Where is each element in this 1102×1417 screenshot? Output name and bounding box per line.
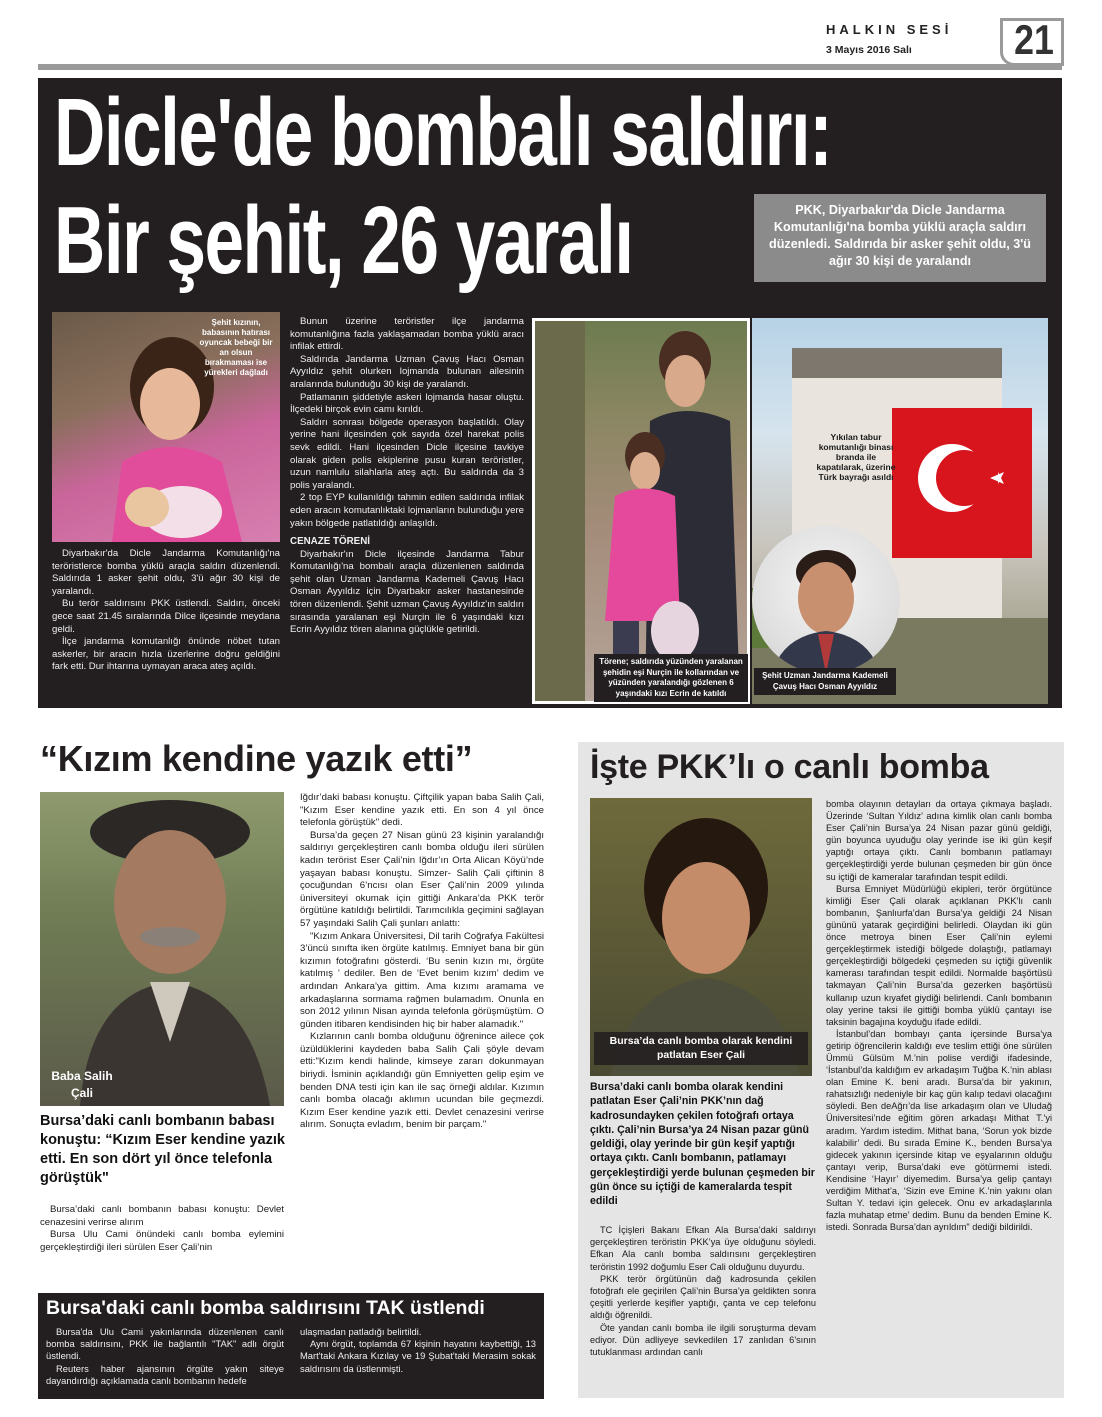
paragraph: Bursa'da Ulu Cami yakınlarında düzenlenen canlı bomba saldırısını, PKK ile bağlantılı "TAK" adlı örgüt üstlendi. <box>46 1326 284 1362</box>
headline-line-2: Bir şehit, 26 yaralı <box>54 187 633 294</box>
paragraph: Öte yandan canlı bomba ile ilgili soruşturma devam ediyor. Dün adliyeye sevkedilen 17 zanlıdan 6’sının tutuklanması ardından canlı <box>590 1322 816 1358</box>
father-photo-illustration <box>40 792 284 1106</box>
story-deck: PKK, Diyarbakır'da Dicle Jandarma Komutanlığı'na bomba yüklü araçla saldırı düzenledi. Saldırıda bir asker şehit oldu, 3'ü ağır 30 kişi de yaralandı <box>754 194 1046 282</box>
headline-line-1: Dicle'de bombalı saldırı: <box>54 79 832 186</box>
tak-claim-title: Bursa'daki canlı bomba saldırısını TAK üstlendi <box>46 1297 485 1319</box>
page-number: 21 <box>1014 16 1054 63</box>
paragraph: Bursa Emniyet Müdürlüğü ekipleri, terör örgütünce kimliği Eser Çali olarak açıklanan PKK’lı canlı bombanın, Şanlıurfa’dan Bursa’ya geldiği 24 Nisan gününü yatarak geçirdiğini belirledi. Olaydan iki gün önce metroya binen Eser Çali’nin eylemi gerçekleştirmek istediği bölgede dolaştığı, patlamayı gerçekleştirdiği bölgedeki çeşmeden su içtiği güvenlik kamerası tarafından tespit edildi. Normalde başörtüsü takmayan Çali’nin Bursa’da gezerken başörtüsü kullanıp uzun kıyafet giydiği belirlendi. Canlı bombanın olay yerine taksi ile gittiği bomba yüklü çantayı ise taksinin bagajına koyduğu ifade edildi. <box>826 883 1052 1027</box>
paragraph: 2 top EYP kullanıldığı tahmin edilen saldırıda infilak eden aracın komutanlıktaki lojmanların bulunduğu yere yakın bölgede patlatıldığı anlaşıldı. <box>290 492 524 529</box>
issue-date: 3 Mayıs 2016 Salı <box>826 44 912 56</box>
father-story-title: “Kızım kendine yazık etti” <box>40 738 473 779</box>
paragraph: "Kızım Ankara Üniversitesi, Dil tarih Coğrafya Fakültesi 3’üncü sınıfta iken örgüte katılmış. Emniyet bana bir gün kızımın fotoğrafını gösterdi. ‘Bu senin kızın mı, örgüte katılmış ’ dediler. Ben de ‘Evet benim kızım’ dedim ve ardından Ankara’ya gittim. Ama kızımı aramama ve arkadaşlarına sormama rağmen bulamadım. Onunla en son 2012 yılının Nisan ayında telefonla görüşmüştüm. O günden itibaren kendisinden hiç bir haber alamadık." <box>300 930 544 1030</box>
newspaper-name: HALKIN SESİ <box>826 22 953 37</box>
paragraph: Saldırı sonrası bölgede operasyon başlatıldı. Olay yerine hani ilçesinden çok sayıda özel harekat polis sevk edildi. Hani ilçesinden Dicle ilçesine tavkiye olarak giden polis ekiplerine pusu kuran teröristler, uzun namlulu silahlarla ateş açtı. Bu saldırıda da 3 polis yaralandı. <box>290 416 524 491</box>
paragraph: İstanbul’dan bombayı çanta içersinde Bursa’ya getirip öğrencilerin kaldığı eve teslim ettiği öne sürülen Ümmü Gülsüm M.’nin polise verdiği ifadesinde, ‘İstanbul’da kaldığım ev arkadaşım Tuğba K.’nin ablası olan Emine K. beni aradı. Bursa’da bir yakının, rahatsızlığı nedeniyle bir kaç gün kalıp tedavi olacağını söyledi. Ben deAğrı’da lise arkadaşım olan ve Uludağ Üniversitesi’nde eğitim gören arkadaşı Mithat T.’yi aradım. Yardım istedim. Mithat bana, ‘Sorun yok bizde kalabilir’ dedi. Bu sırada Emine K., benden Bursa’ya gidecek yakının içersinde kitap ve eşyalarının olduğu çantayı verip, Bursa’daki eve götürmemi istedi. Kendisine ‘Hayır’ diyemedim. Bursa’ya gelip çantayı verdiğim Mithat’a, ‘Sizin eve Emine K.’nin yakını olan Sultan Y. tedavi için gelecek. Onu ev arkadaşlarınla fazla muhatap etme’ dedim. Bunu da benden Emine K. istedi. Sonrada Bursa’dan ayrıldım" dediği bildirildi. <box>826 1028 1052 1233</box>
father-story-column-2 <box>300 792 544 1132</box>
paragraph: Iğdır’daki babası konuştu. Çiftçilik yapan baba Salih Çali, "Kızım Eser kendine yazık etti. En son 4 yıl önce telefonla görüştük" dedi. <box>300 792 544 829</box>
tak-claim-column-2 <box>300 1326 536 1375</box>
photo-ceremony-caption: Törene; saldırıda yüzünden yaralanan şehidin eşi Nurçin ile kollarından ve yüzünden yaralandığı gözlenen 6 yaşındaki kızı Ecrin de katıldı <box>594 654 748 702</box>
bomber-story-title: İşte PKK’lı o canlı bomba <box>590 748 989 786</box>
father-photo-label: Baba Salih Çali <box>51 1069 113 1100</box>
paragraph: ulaşmadan patladığı belirtildi. <box>300 1326 422 1337</box>
paragraph: Patlamanın şiddetiyle askeri lojmanda hasar oluştu. İlçedeki birçok evin camı kırıldı. <box>290 391 524 416</box>
paragraph: Bursa Ulu Cami önündeki canlı bomba eylemini gerçekleştirdiği ileri sürülen Eser Çali’nin <box>40 1229 284 1253</box>
father-story-column-1 <box>40 1204 284 1254</box>
photo-martyr-portrait <box>752 526 900 674</box>
bomber-story-lead: Bursa’daki canlı bomba olarak kendini patlatan Eser Çali’nin PKK’nın dağ kadrosundayken çekilen fotoğrafı ortaya çıktı. Çali’nin Bursa’ya 24 Nisan pazar günü geldiği, olay yerinde bir gün keşif yaptığı ortaya çıktı. Canlı bombanın, patlamayı gerçekleştirdiği yerde bulunan çeşmeden bir gün önce su içtiği de kameralarda tespit edildi <box>590 1081 815 1208</box>
bomber-photo-caption: Bursa’da canlı bomba olarak kendini patlatan Eser Çali <box>594 1032 808 1065</box>
paragraph: Bursa’da geçen 27 Nisan günü 23 kişinin yaralandığı saldırıyı gerçekleştiren canlı bomba olduğu ileri sürülen kadın terörist Eser Çali’nin Iğdır’ın Orta Alican Köyü’nde yaşayan babası konuştu. Simzer- Salih Çali çiftinin 8 çocuğundan 6’ncısı olan Eser Çali’nin 2009 yılında üniversiteyi okumak için gittiği Ankara’da PKK terör örgütüne katıldığı belirtildi. Tarımcılıkla geçimini sağlayan 57 yaşındaki Salih Çali şunları anlattı: <box>300 829 544 929</box>
paragraph: İlçe jandarma komutanlığı önünde nöbet tutan askerler, bir aracın hızla üzerlerine doğru geldiğini fark etti. Dur ihtarına uymayan araca ateş açıldı. <box>52 636 280 673</box>
photo-father <box>40 792 284 1106</box>
bomber-story-column-2 <box>826 798 1052 1233</box>
top-story-column-2 <box>290 316 524 637</box>
paragraph: TC İçişleri Bakanı Efkan Ala Bursa’daki saldırıyı gerçekleştiren teröristin PKK’ya üye olduğunu söyledi. Efkan Ala canlı bomba saldırısını gerçekleştiren teröristin 1992 doğumlu Eser Cali olduğunu duyurdu. <box>590 1225 816 1272</box>
tak-claim-column-1 <box>46 1326 284 1387</box>
paragraph: Bu terör saldırısını PKK üstlendi. Saldırı, önceki gece saat 21.45 sıralarında Dilce ilçesinde meydana geldi. <box>52 598 280 635</box>
paragraph: PKK terör örgütünün dağ kadrosunda çekilen fotoğrafı ele geçirilen Çali’nin Bursa’ya geldikten sonra çeşitli yerlerde keşifler yaptığı, çanta ve cep telefonu aldığı öğrenildi. <box>590 1273 816 1321</box>
paragraph: Diyarbakır'da Dicle Jandarma Komutanlığı'na teröristlerce bomba yüklü araçla saldırı düzenlendi. Saldırıda 1 asker şehit oldu, 3'ü ağır 30 kişi de yaralandı. <box>52 548 280 597</box>
portrait-caption: Şehit Uzman Jandarma Kademeli Çavuş Hacı Osman Ayyıldız <box>754 668 896 695</box>
top-story-column-1 <box>52 548 280 674</box>
bomber-story-column-1 <box>590 1224 816 1358</box>
father-story-lead: Bursa’daki canlı bombanın babası konuştu: “Kızım Eser kendine yazık etti. En son dört yıl önce telefonla görüştük" <box>40 1113 285 1186</box>
paragraph: Bunun üzerine teröristler ilçe jandarma komutanlığına fazla yaklaşamadan bomba yüklü aracı infilak ettirdi. <box>290 316 524 353</box>
header-rule <box>38 64 1062 70</box>
paragraph: bomba olayının detayları da ortaya çıkmaya başladı. Üzerinde ‘Sultan Yıldız’ adına kimlik olan canlı bomba Eser Çali’nin Bursa’ya 24 Nisan pazar günü geldiği, gün boyunca uyuduğu olay yerinde ise iki gün keşif yaptığı ortaya çıktı. Canlı bombanın patlamayı gerçekleştirdiği yerde bulunan çeşmeden bir gün önce su içtiği de kameralar tarafından tespit edildi. <box>826 799 1052 882</box>
ceremony-photo-illustration <box>535 321 747 701</box>
paragraph: Aynı örgüt, toplamda 67 kişinin hayatını kaybettiği, 13 Mart'taki Ankara Kızılay ve 19 Şubat'taki Merasim sokak saldırısını da üstlenmişti. <box>300 1338 536 1374</box>
paragraph: Saldırıda Jandarma Uzman Çavuş Hacı Osman Ayyıldız şehit olurken lojmanda bulunan ailesinin aralarında bulunduğu 30 kişi de yaralandı. <box>290 353 524 390</box>
paragraph: Reuters haber ajansının örgüte yakın siteye dayandırdığı açıklamada canlı bombanın hedefe <box>46 1362 284 1386</box>
photo-funeral-ceremony <box>532 318 750 704</box>
photo-girl-caption: Şehit kızının, babasının hatırası oyuncak bebeği bir an olsun bırakmaması ise yürekleri dağladı <box>199 318 273 377</box>
portrait-illustration <box>752 526 900 674</box>
subheading-funeral: CENAZE TÖRENİ <box>290 536 371 548</box>
paragraph: Kızlarının canlı bomba olduğunu öğrenince ailece çok üzüldüklerini kaydeden baba Salih Çali şöyle devam etti:"Kızım kendi halinde, kimseye zararı dokunmayan biriydi. İsminin açıklandığı gün Emniyetten gelip eşim ve benden DNA testi için kan ile saç örneği aldılar. Kızımın canlı bomba olacağı aklımın ucundan bile geçmezdi. Kızım Eser kendine yazık etti. Devlet cenazesini verirse alırım. Sonuçta evladım, benim bir parçam." <box>300 1031 544 1131</box>
paragraph: Diyarbakır'ın Dicle ilçesinde Jandarma Tabur Komutanlığı'na bombalı araçla düzenlenen saldırıda şehit olan Uzman Jandarma Kademeli Çavuş Hacı Osman Ayyıldız için Diyarbakır asker hastanesinde tören düzenlendi. Şehit uzman Çavuş Ayyıldız'ın saldırı sırasında yaralanan eşi Nurçin ile 6 yaşındaki kızı Ecrin Ayyıldız tören alanına güçlükle getirildi. <box>290 548 524 636</box>
paragraph: Bursa’daki canlı bombanın babası konuştu: Devlet cenazesini verirse alırım <box>40 1204 284 1228</box>
photo-building-caption: Yıkılan tabur komutanlığı binası branda ile kapatılarak, üzerine Türk bayrağı asıldı <box>816 432 896 482</box>
